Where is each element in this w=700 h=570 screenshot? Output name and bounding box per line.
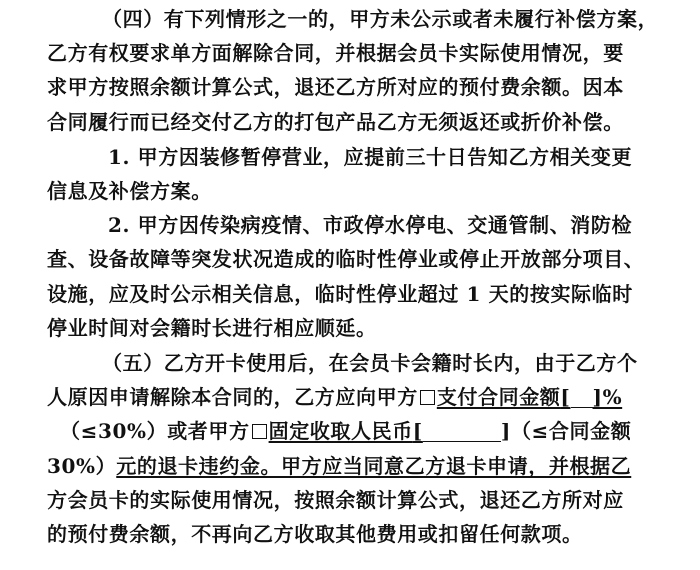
paragraph-5-line-6: 的预付费余额，不再向乙方收取其他费用或扣留任何款项。 — [47, 522, 583, 546]
paragraph-5-line-2 — [47, 380, 700, 414]
paragraph-5-line-4 — [47, 449, 700, 483]
percent-bracket-close: ]% — [592, 385, 623, 409]
paragraph-4-line-2: 乙方有权要求单方面解除合同，并根据会员卡实际使用情况，要 — [47, 41, 624, 65]
amount-blank-field[interactable] — [423, 419, 501, 442]
paragraph-4-line-3: 求甲方按照余额计算公式，退还乙方所对应的预付费余额。因本 — [47, 75, 624, 99]
item-1-line-2: 信息及补偿方案。 — [47, 179, 212, 203]
fixed-amount-label: 固定收取人民币 — [268, 419, 413, 443]
paragraph-5-line-4-text-b: 元的退卡违约金。甲方应当同意乙方退卡申请，并根据乙 — [116, 454, 632, 478]
paragraph-5-line-4-text-a: 30%） — [47, 454, 117, 478]
amount-bracket-open: [ — [412, 419, 423, 443]
item-2-line-2: 查、设备故障等突发状况造成的临时性停业或停止开放部分项目、 — [47, 247, 645, 271]
paragraph-5-line-2-text-a: 人原因申请解除本合同的，乙方应向甲方 — [47, 385, 418, 409]
item-2-line-4: 停业时间对会籍时长进行相应顺延。 — [47, 316, 377, 340]
paragraph-5-line-1: （五）乙方开卡使用后，在会员卡会籍时长内，由于乙方个 — [102, 351, 638, 375]
paragraph-5-line-3-text-a: （≤30%）或者甲方 — [60, 419, 250, 443]
percent-blank-field[interactable] — [571, 385, 593, 408]
paragraph-4-line-1: （四）有下列情形之一的，甲方未公示或者未履行补偿方案， — [102, 7, 659, 31]
checkbox-fixed-amount[interactable] — [252, 424, 267, 439]
item-2-line-1: 2. 甲方因传染病疫情、市政停水停电、交通管制、消防检 — [108, 213, 633, 237]
percent-bracket-open: [ — [560, 385, 571, 409]
paragraph-4-line-4: 合同履行而已经交付乙方的打包产品乙方无须返还或折价补偿。 — [47, 110, 624, 134]
paragraph-5-line-5: 方会员卡的实际使用情况，按照余额计算公式，退还乙方所对应 — [47, 488, 624, 512]
payment-percent-label: 支付合同金额 — [436, 385, 561, 409]
item-1-line-1: 1. 甲方因装修暂停营业，应提前三十日告知乙方相关变更 — [108, 145, 633, 169]
paragraph-5-line-3 — [60, 414, 700, 448]
paragraph-5-line-3-text-d: ]（≤合同金额 — [500, 419, 632, 443]
item-2-line-3: 设施，应及时公示相关信息，临时性停业超过 1 天的按实际临时 — [47, 282, 633, 306]
checkbox-payment-percent[interactable] — [420, 390, 435, 405]
